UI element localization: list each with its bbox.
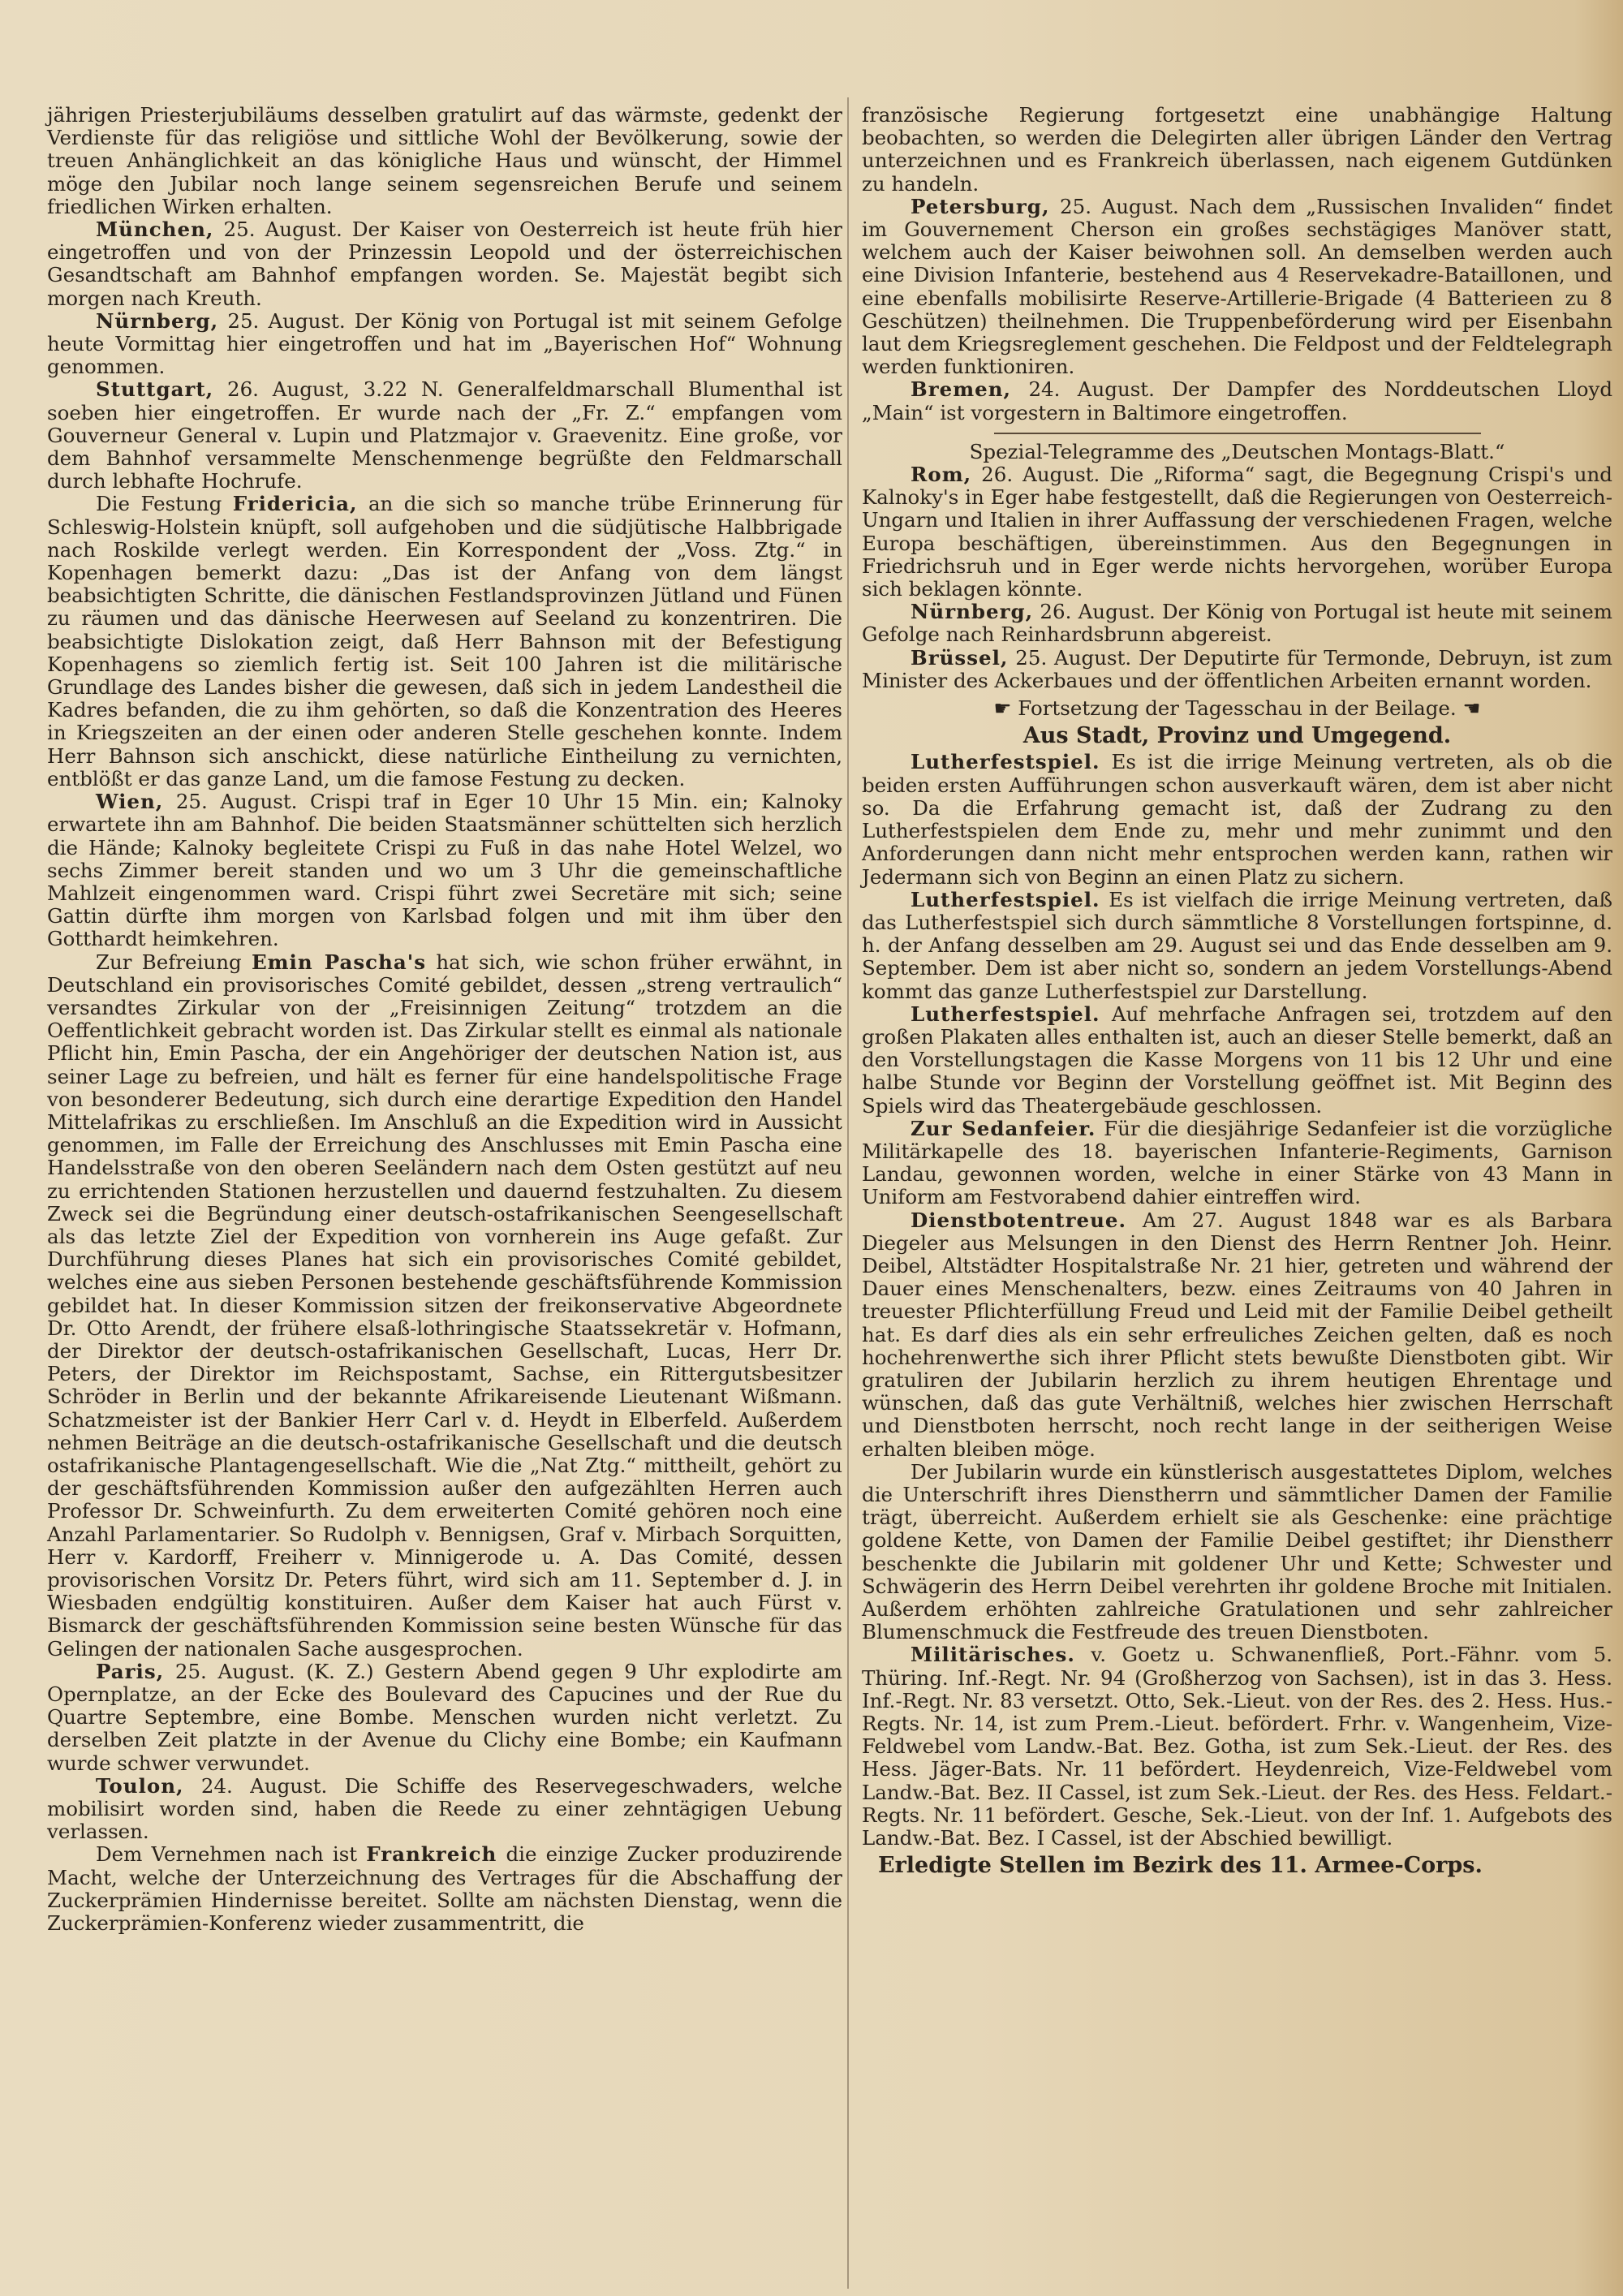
paragraph-text: die einzige Zucker produzirende Macht, welche der Unterzeichnung des Vertrages für die Abschaffung der Zuckerprämien Hindernisse bereitet. Sollte am nächsten Dienstag, wenn die Zuckerprämien-Konferenz wieder zusammentritt, die bbox=[47, 1842, 842, 1936]
right-column bbox=[862, 104, 1612, 1880]
article-lead: Frankreich bbox=[366, 1842, 497, 1867]
article-paragraph bbox=[862, 1461, 1612, 1644]
paragraph-text: Auf mehrfache Anfragen sei, trotzdem auf den großen Plakaten alles enthalten ist, auch an dieser Stelle bemerkt, daß an den Vorstellungstagen die Kasse Morgens von 11 bis 12 Uhr und eine halbe Stunde vor Beginn der Vorstellung geöffnet ist. Mit Beginn des Spiels wird das Theatergebäude geschlossen. bbox=[862, 1002, 1612, 1118]
article-paragraph bbox=[862, 1003, 1612, 1118]
article-paragraph bbox=[862, 378, 1612, 424]
final-heading: Erledigte Stellen im Bezirk des 11. Armee-Corps. bbox=[878, 1853, 1483, 1879]
article-lead: Toulon, bbox=[96, 1773, 184, 1798]
article-lead: Militärisches. bbox=[911, 1643, 1075, 1667]
article-lead: Paris, bbox=[96, 1659, 165, 1683]
continuation-note: ☛ Fortsetzung der Tagesschau in der Beilage. ☚ bbox=[993, 696, 1481, 721]
article-paragraph bbox=[47, 493, 842, 790]
article-lead: Emin Pascha's bbox=[251, 950, 427, 974]
paragraph-text: hat sich, wie schon früher erwähnt, in Deutschland ein provisorisches Comité gebildet, dessen „streng vertraulich“ versandtes Zirkular von der „Freisinnigen Zeitung“ trotzdem an die Oeffentlichkeit gebracht worden ist. Das Zirkular stellt es einmal als nationale Pflicht hin, Emin Pascha, der ein Angehöriger der deutschen Nation ist, aus seiner Lage zu befreien, und hält es ferner für eine handelspolitische Frage von besonderer Bedeutung, sich durch eine derartige Expedition den Handel Mittelafrikas zu erschließen. Im Anschluß an die Expedition wird in Aussicht genommen, im Falle der Erreichung des Anschlusses mit Emin Pascha eine Handelsstraße von den oberen Seeländern nach dem Osten gestützt auf neu zu errichtenden Stationen herzustellen und dauernd festzuhalten. Zu diesem Zweck sei die Begründung einer deutsch-ostafrikanischen Seengesellschaft als das letzte Ziel der Expedition von vornherein ins Auge gefaßt. Zur Durchführung dieses Planes hat sich ein provisorisches Comité gebildet, welches eine aus sieben Personen bestehende geschäftsführende Kommission gebildet hat. In dieser Kommission sitzen der freikonservative Abgeordnete Dr. Otto Arendt, der frühere elsaß-lothringische Staatssekretär v. Hofmann, der Direktor der deutsch-ostafrikanischen Gesellschaft, Lucas, Herr Dr. Peters, der Direktor im Reichspostamt, Sachse, ein Rittergutsbesitzer Schröder in Berlin und der bekannte Afrikareisende Lieutenant Wißmann. Schatzmeister ist der Bankier Herr Carl v. d. Heydt in Elberfeld. Außerdem nehmen Beiträge an die deutsch-ostafrikanische Gesellschaft und die deutsch ostafrikanische Plantagengesellschaft. Wie die „Nat Ztg.“ mittheilt, gehört zu der geschäftsführenden Kommission außer den aufgezählten Herren auch Professor Dr. Schweinfurth. Zu dem erweiterten Comité gehören noch eine Anzahl Parlamentarier. So Rudolph v. Bennigsen, Graf v. Mirbach Sorquitten, Herr v. Kardorff, Freiherr v. Minnigerode u. A. Das Comité, dessen provisorischen Vorsitz Dr. Peters führt, wird sich am 11. September d. J. in Wiesbaden endgültig konstituiren. Außer dem Kaiser hat auch Fürst v. Bismarck der geschäftsführenden Kommission seine besten Wünsche für das Gelingen der nationalen Sache ausgesprochen. bbox=[47, 950, 842, 1661]
paragraph-text: 25. August. Nach dem „Russischen Invaliden“ findet im Gouvernement Cherson ein großes sechstägiges Manöver statt, welchem auch der Kaiser beiwohnen soll. An demselben werden auch eine Division Infanterie, bestehend aus 4 Reservekadre-Bataillonen, und eine ebenfalls mobilisirte Reserve-Artillerie-Brigade (4 Batterieen zu 8 Geschützen) theilnehmen. Die Truppenbeförderung wird per Eisenbahn laut dem Kriegsreglement geschehen. Die Feldpost und der Feldtelegraph werden funktioniren. bbox=[862, 194, 1612, 379]
article-lead: Fridericia, bbox=[232, 492, 358, 516]
article-paragraph bbox=[862, 647, 1612, 692]
left-column bbox=[47, 104, 842, 1935]
article-paragraph bbox=[47, 104, 842, 218]
paragraph-prefix: Die Festung bbox=[96, 492, 233, 516]
paragraph-text: französische Regierung fortgesetzt eine unabhängige Haltung beobachten, so werden die Delegirten aller übrigen Länder den Vertrag unterzeichnen und es Frankreich überlassen, nach eigenem Gutdünken zu handeln. bbox=[862, 103, 1612, 196]
article-lead: Rom, bbox=[911, 463, 972, 487]
article-paragraph bbox=[47, 1775, 842, 1844]
article-paragraph bbox=[862, 1118, 1612, 1209]
column-divider bbox=[847, 97, 849, 2289]
local-section-heading: Aus Stadt, Provinz und Umgegend. bbox=[1022, 723, 1452, 749]
article-paragraph bbox=[862, 463, 1612, 601]
article-lead: Wien, bbox=[96, 790, 164, 814]
paragraph-text: 26. August. Die „Riforma“ sagt, die Begegnung Crispi's und Kalnoky's in Eger habe festgestellt, daß die Regierungen von Oesterreich-Ungarn und Italien in ihrer Auffassung der verschiedenen Fragen, welche Europa beschäftigen, übereinstimmen. Aus den Begegnungen in Friedrichsruh und in Eger werde nichts hervorgehen, worüber Europa sich beklagen könnte. bbox=[862, 463, 1612, 601]
article-paragraph bbox=[862, 1209, 1612, 1461]
article-lead: Lutherfestspiel. bbox=[911, 750, 1100, 774]
article-paragraph bbox=[47, 1661, 842, 1775]
article-paragraph bbox=[862, 104, 1612, 196]
article-lead: Brüssel, bbox=[911, 645, 1009, 670]
paragraph-text: 25. August. Crispi traf in Eger 10 Uhr 15 Min. ein; Kalnoky erwartete ihn am Bahnhof. Die beiden Staatsmänner schüttelten sich herzlich die Hände; Kalnoky begleitete Crispi zu Fuß in das nahe Hotel Welzel, wo sechs Zimmer bereit standen und wo um 3 Uhr die gemeinschaftliche Mahlzeit eingenommen ward. Crispi führt zwei Secretäre mit sich; seine Gattin dürfte ihm morgen von Karlsbad folgen und mit ihm über den Gotthardt heimkehren. bbox=[47, 790, 842, 951]
article-lead: Stuttgart, bbox=[96, 377, 214, 402]
article-paragraph bbox=[862, 196, 1612, 379]
article-paragraph bbox=[47, 1843, 842, 1935]
article-lead: Lutherfestspiel. bbox=[911, 1002, 1100, 1026]
paragraph-text: 24. August. Die Schiffe des Reservegeschwaders, welche mobilisirt worden sind, haben die Reede zu einer zehntägigen Uebung verlassen. bbox=[47, 1773, 842, 1844]
article-paragraph bbox=[47, 378, 842, 493]
article-paragraph bbox=[862, 751, 1612, 888]
article-lead: Nürnberg, bbox=[911, 600, 1034, 624]
article-lead: Petersburg, bbox=[911, 194, 1050, 218]
paragraph-text: 24. August. Der Dampfer des Norddeutschen Lloyd „Main“ ist vorgestern in Baltimore eingetroffen. bbox=[862, 377, 1612, 424]
article-paragraph bbox=[862, 601, 1612, 646]
paragraph-text: 26. August, 3.22 N. Generalfeldmarschall Blumenthal ist soeben hier eingetroffen. Er wurde nach der „Fr. Z.“ empfangen vom Gouverneur General v. Lupin und Platzmajor v. Graevenitz. Eine große, vor dem Bahnhof versammelte Menschenmenge begrüßte den Feldmarschall durch lebhafte Hochrufe. bbox=[47, 377, 842, 493]
paragraph-text: Für die diesjährige Sedanfeier ist die vorzügliche Militärkapelle des 18. bayerischen Infanterie-Regiments, Garnison Landau, gewonnen worden, welche in einer Stärke von 43 Mann in Uniform am Festvorabend dahier eintreffen wird. bbox=[862, 1116, 1612, 1209]
article-paragraph bbox=[47, 951, 842, 1661]
paragraph-text: 25. August. Der König von Portugal ist mit seinem Gefolge heute Vormittag hier eingetroffen und hat im „Bayerischen Hof“ Wohnung genommen. bbox=[47, 308, 842, 379]
paragraph-prefix: Dem Vernehmen nach ist bbox=[96, 1842, 367, 1867]
article-lead: Dienstbotentreue. bbox=[911, 1208, 1126, 1232]
article-lead: Nürnberg, bbox=[96, 308, 219, 333]
article-paragraph bbox=[862, 1643, 1612, 1850]
paragraph-text: an die sich so manche trübe Erinnerung für Schleswig-Holstein knüpft, soll aufgehoben und die südjütische Halbbrigade nach Roskilde verlegt werden. Ein Korrespondent der „Voss. Ztg.“ in Kopenhagen bemerkt dazu: „Das ist der Anfang von dem längst beabsichtigten Schritte, die dänischen Festlandsprovinzen Jütland und Fünen zu räumen und das dänische Heerwesen auf Seeland zu konzentriren. Die beabsichtigte Dislokation zeigt, daß Herr Bahnson mit der Befestigung Kopenhagens so ziemlich fertig ist. Seit 100 Jahren ist die militärische Grundlage des Landes bisher die gewesen, daß sich in jedem Landestheil die Kadres befanden, die zu ihm gehörten, so daß die Konzentration des Heeres in Kriegszeiten an der einen oder anderen Stelle geschehen konnte. Indem Herr Bahnson sich anschickt, diese natürliche Eintheilung zu vernichten, entblößt er das ganze Land, um die famose Festung zu decken. bbox=[47, 492, 842, 790]
article-lead: München, bbox=[96, 218, 214, 242]
paragraph-text: 25. August. Der Kaiser von Oesterreich ist heute früh hier eingetroffen und von der Prinzessin Leopold und der österreichischen Gesandtschaft am Bahnhof empfangen worden. Se. Majestät begibt sich morgen nach Kreuth. bbox=[47, 218, 842, 310]
paragraph-text: Es ist vielfach die irrige Meinung vertreten, daß das Lutherfestspiel sich durch sämmtliche 8 Vorstellungen fortspinne, d. h. der Anfang desselben am 29. August sei und das Ende desselben am 9. September. Dem ist aber nicht so, sondern an jedem Vorstellungs-Abend kommt das ganze Lutherfestspiel zur Darstellung. bbox=[862, 887, 1612, 1003]
article-paragraph bbox=[47, 790, 842, 950]
paragraph-text: Am 27. August 1848 war es als Barbara Diegeler aus Melsungen in den Dienst des Herrn Rentner Joh. Heinr. Deibel, Altstädter Hospitalstraße Nr. 21 hier, getreten und während der Dauer eines Menschenalters, bezw. eines Zeitraums von 40 Jahren in treuester Pflichterfüllung Freud und Leid mit der Familie Deibel getheilt hat. Es darf dies als ein sehr erfreuliches Zeichen gelten, daß es noch hochehrenwerthe sich ihrer Pflicht stets bewußte Dienstboten gibt. Wir gratuliren der Jubilarin herzlich zu ihrem heutigen Ehrentage und wünschen, daß das gute Verhältniß, welches hier zwischen Herrschaft und Dienstboten herrscht, noch recht lange in der seitherigen Weise erhalten bleiben möge. bbox=[862, 1208, 1612, 1461]
paragraph-text: 25. August. (K. Z.) Gestern Abend gegen 9 Uhr explodirte am Opernplatze, an der Ecke des Boulevard des Capucines und der Rue du Quartre Septembre, eine Bombe. Menschen wurden nicht verletzt. Zu derselben Zeit platzte in der Avenue du Clichy eine Bombe; ein Kaufmann wurde schwer verwundet. bbox=[47, 1659, 842, 1775]
paragraph-text: 25. August. Der Deputirte für Termonde, Debruyn, ist zum Minister des Ackerbaues und der öffentlichen Arbeiten ernannt worden. bbox=[862, 645, 1612, 692]
article-lead: Zur Sedanfeier. bbox=[911, 1116, 1096, 1140]
paragraph-text: Der Jubilarin wurde ein künstlerisch ausgestattetes Diplom, welches die Unterschrift ihres Dienstherrn und sämmtlicher Damen der Familie trägt, überreicht. Außerdem erhielt sie als Geschenke: eine prächtige goldene Kette, von Damen der Familie Deibel gestiftet; ihr Dienstherr beschenkte die Jubilarin mit goldener Uhr und Kette; Schwester und Schwägerin des Herrn Deibel verehrten ihr goldene Broche mit Initialen. Außerdem erhöhten zahlreiche Gratulationen und sehr zahlreicher Blumenschmuck die Festfreude des treuen Dienstboten. bbox=[862, 1459, 1612, 1644]
paragraph-text: Es ist die irrige Meinung vertreten, als ob die beiden ersten Aufführungen schon ausverkauft wären, dem ist aber nicht so. Da die Erfahrung gemacht ist, daß der Zudrang zu den Lutherfestspielen dem Ende zu, mehr und mehr zunimmt und den Anforderungen dann nicht mehr entsprochen werden kann, rathen wir Jedermann sich von Beginn an einen Platz zu sichern. bbox=[862, 750, 1612, 889]
telegram-heading: Spezial-Telegramme des „Deutschen Montags-Blatt.“ bbox=[969, 439, 1505, 463]
paragraph-text: v. Goetz u. Schwanenfließ, Port.-Fähnr. vom 5. Thüring. Inf.-Regt. Nr. 94 (Großherzog von Sachsen), ist in das 3. Hess. Inf.-Regt. Nr. 83 versetzt. Otto, Sek.-Lieut. von der Res. des 2. Hess. Hus.-Regts. Nr. 14, ist zum Prem.-Lieut. befördert. Frhr. v. Wangenheim, Vize-Feldwebel vom Landw.-Bat. Bez. Gotha, ist zum Sek.-Lieut. der Res. des Hess. Jäger-Bats. Nr. 11 befördert. Heydenreich, Vize-Feldwebel vom Landw.-Bat. Bez. II Cassel, ist zum Sek.-Lieut. der Res. des Hess. Feldart.-Regts. Nr. 11 befördert. Gesche, Sek.-Lieut. von der Inf. 1. Aufgebots des Landw.-Bat. Bez. I Cassel, ist der Abschied bewilligt. bbox=[862, 1643, 1612, 1850]
article-lead: Lutherfestspiel. bbox=[911, 887, 1100, 911]
article-lead: Bremen, bbox=[911, 377, 1012, 402]
article-paragraph bbox=[47, 310, 842, 379]
article-paragraph bbox=[47, 218, 842, 310]
paragraph-text: jährigen Priesterjubiläums desselben gratulirt auf das wärmste, gedenkt der Verdienste für das religiöse und sittliche Wohl der Bevölkerung, sowie der treuen Anhänglichkeit an das königliche Haus und wünscht, der Himmel möge den Jubilar noch lange seinem segensreichen Berufe und seinem friedlichen Wirken erhalten. bbox=[47, 103, 842, 218]
paragraph-prefix: Zur Befreiung bbox=[96, 950, 252, 974]
article-paragraph bbox=[862, 889, 1612, 1003]
paragraph-text: 26. August. Der König von Portugal ist heute mit seinem Gefolge nach Reinhardsbrunn abgereist. bbox=[862, 600, 1612, 647]
telegram-divider bbox=[994, 433, 1481, 434]
